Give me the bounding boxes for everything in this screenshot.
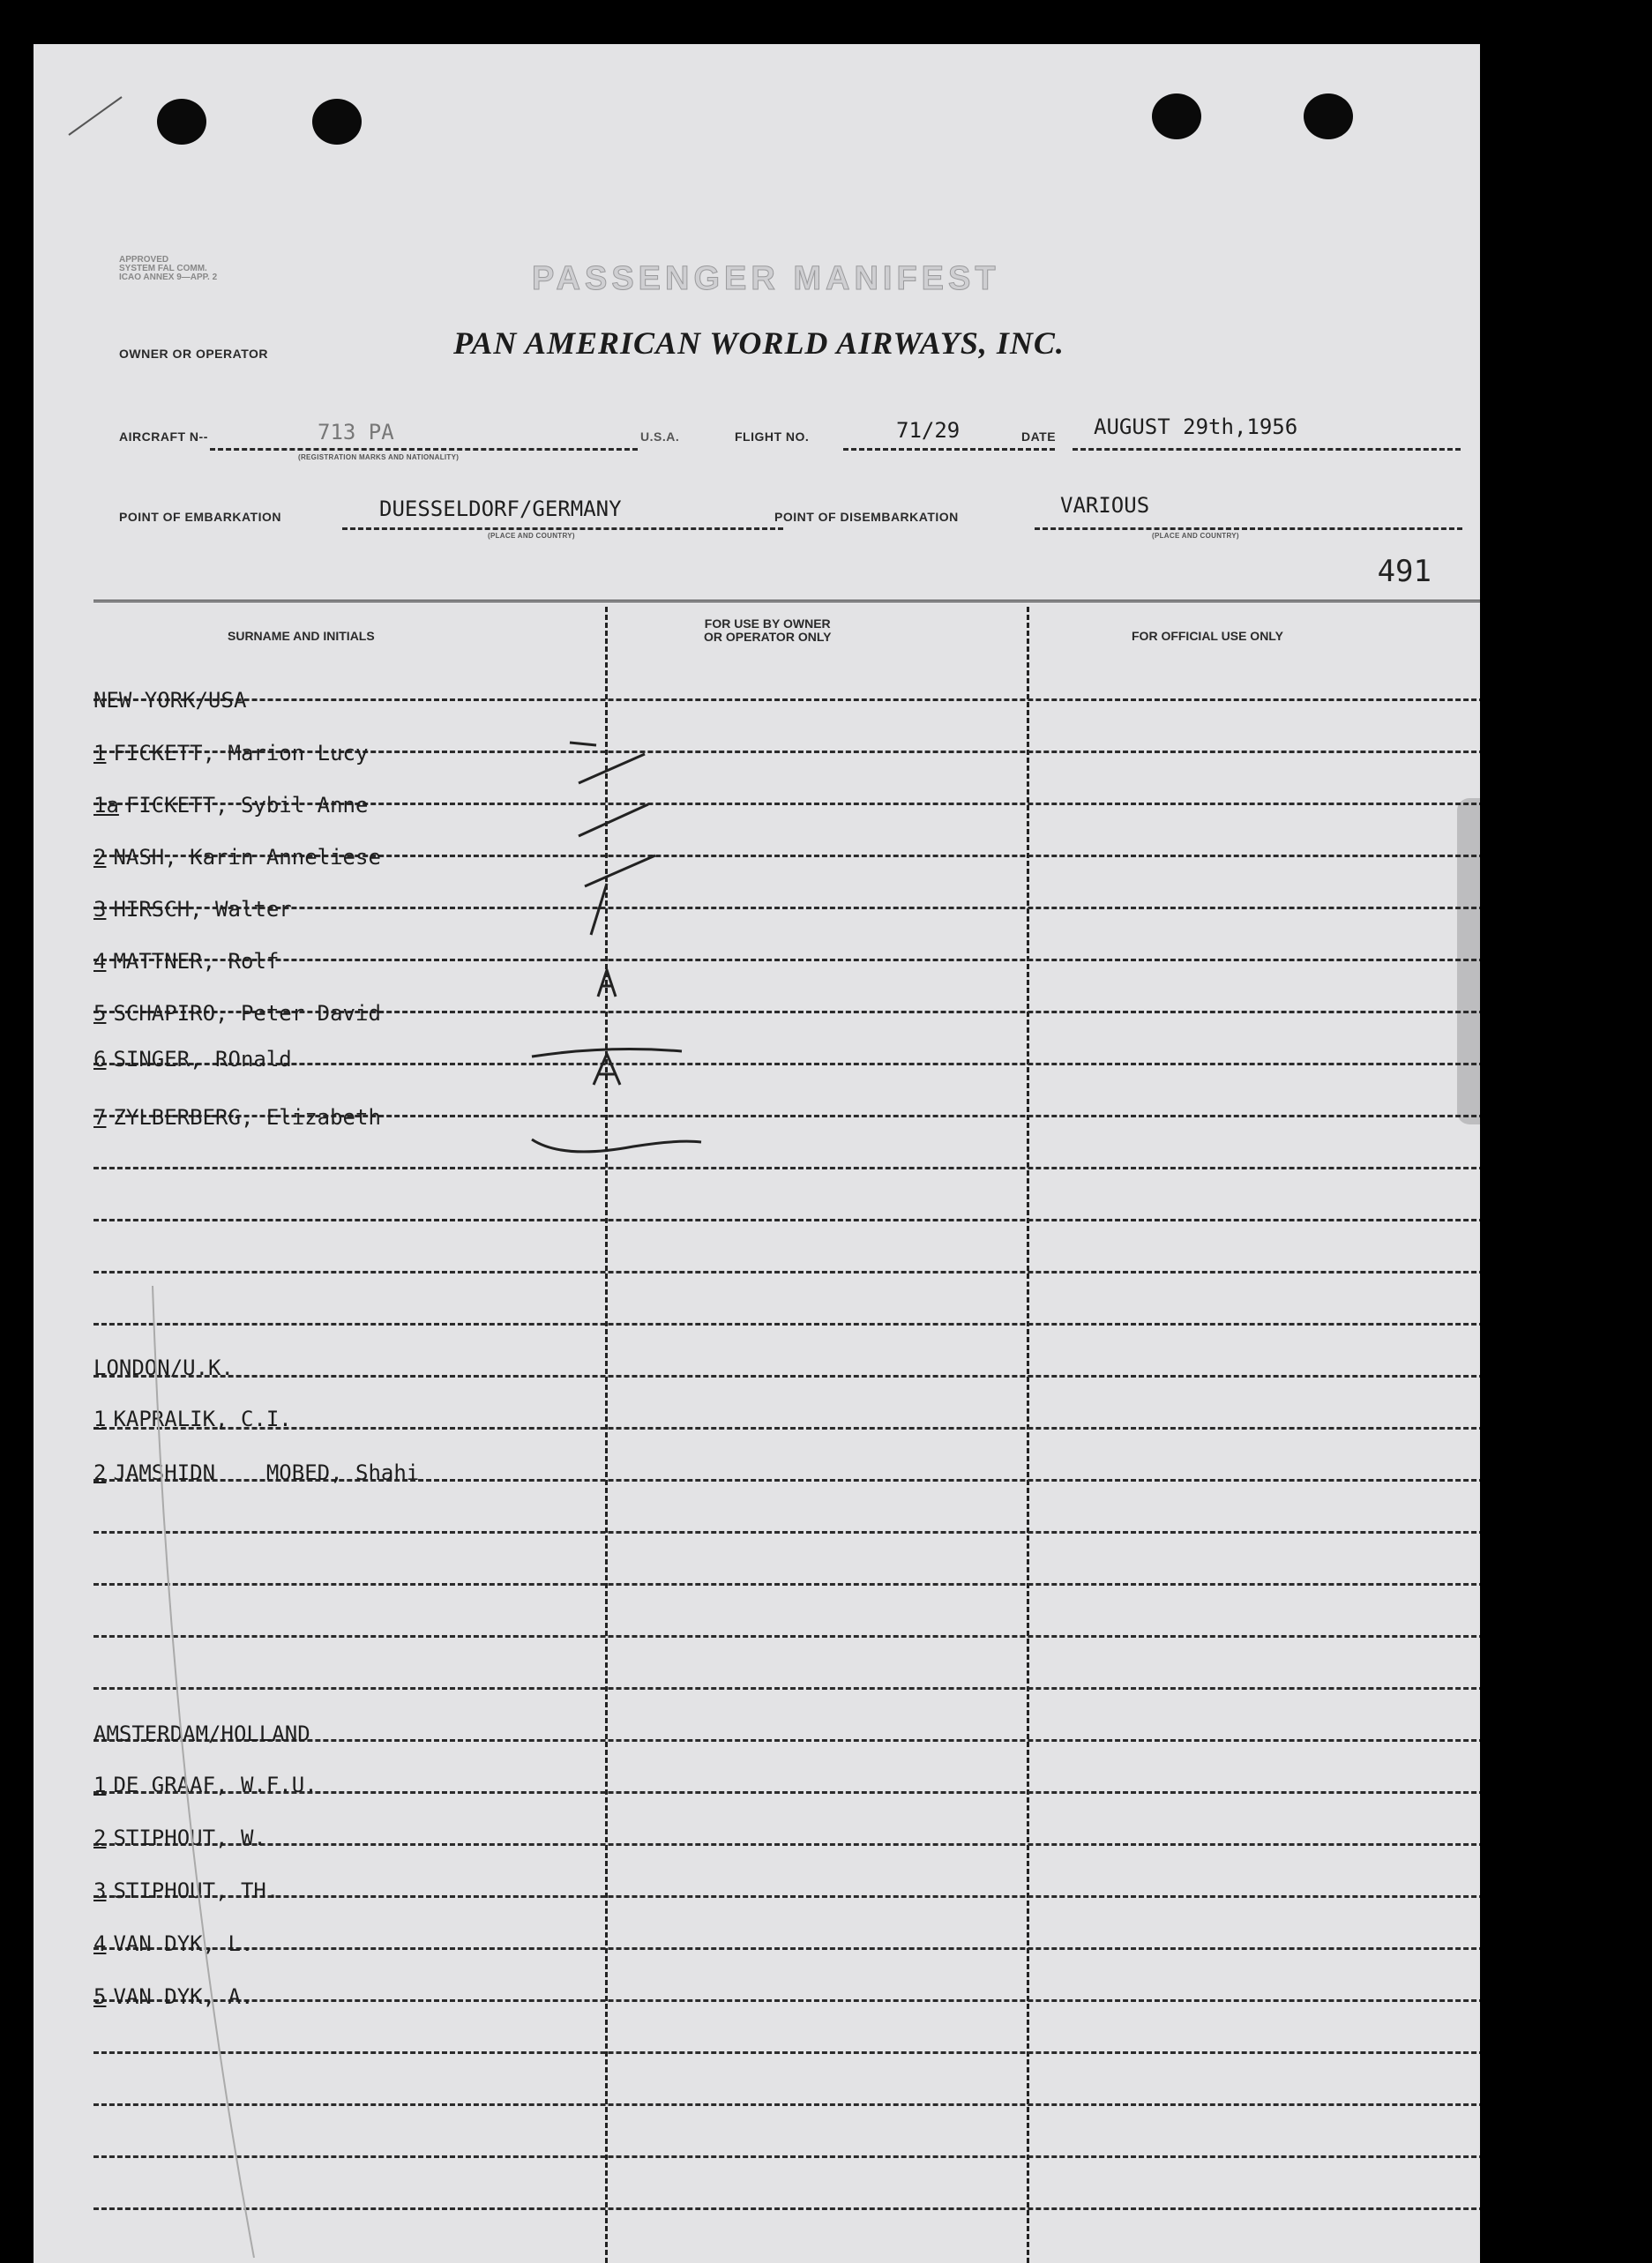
passenger-number: 5 bbox=[93, 1001, 107, 1026]
check-mark bbox=[579, 804, 648, 836]
disembarkation-caption: (PLACE AND COUNTRY) bbox=[1152, 532, 1239, 540]
passenger-name: SCHAPIRO, Peter David bbox=[113, 1001, 381, 1026]
column-header-line: OR OPERATOR ONLY bbox=[704, 630, 832, 644]
form-title: PASSENGER MANIFEST bbox=[532, 260, 1000, 297]
column-header-line: FOR USE BY OWNER bbox=[704, 616, 831, 631]
approval-line: APPROVED bbox=[119, 255, 169, 265]
passenger-number: 1 bbox=[93, 741, 107, 766]
approval-line: ICAO ANNEX 9—APP. 2 bbox=[119, 273, 218, 282]
check-mark bbox=[570, 743, 596, 745]
passenger-number: 4 bbox=[93, 949, 107, 974]
stray-pencil-line bbox=[153, 1286, 254, 2258]
usa-label: U.S.A. bbox=[640, 429, 680, 444]
passenger-number: 5 bbox=[93, 1984, 107, 2009]
flight-label: FLIGHT NO. bbox=[735, 429, 810, 444]
flight-value: 71/29 bbox=[896, 418, 961, 443]
passenger-number: 1 bbox=[93, 1773, 107, 1797]
letter-a-mark bbox=[594, 1054, 620, 1085]
passenger-name: JAMSHIDN MOBED, Shahi bbox=[113, 1460, 420, 1485]
disembarkation-value: VARIOUS bbox=[1060, 493, 1150, 518]
passenger-number: 4 bbox=[93, 1931, 107, 1956]
passenger-name: KAPRALIK, C.I. bbox=[113, 1407, 292, 1431]
check-mark bbox=[579, 754, 645, 783]
passenger-number: 7 bbox=[93, 1105, 107, 1130]
embarkation-label: POINT OF EMBARKATION bbox=[119, 510, 281, 524]
passenger-name: FICKETT, Marion Lucy bbox=[113, 741, 369, 766]
check-mark bbox=[591, 884, 607, 935]
handwritten-check-marks bbox=[34, 44, 1480, 2263]
passenger-name: STIPHOUT, W. bbox=[113, 1826, 266, 1850]
passenger-name: HIRSCH, Walter bbox=[113, 897, 292, 922]
passenger-name: VAN DYK, L. bbox=[113, 1931, 254, 1956]
approval-line: SYSTEM FAL COMM. bbox=[119, 264, 207, 273]
passenger-name: VAN DYK, A. bbox=[113, 1984, 254, 2009]
check-mark bbox=[585, 855, 655, 886]
letter-a-mark bbox=[598, 970, 616, 997]
passenger-name: DE GRAAF, W.F.U. bbox=[113, 1773, 318, 1797]
disembarkation-label: POINT OF DISEMBARKATION bbox=[774, 510, 959, 524]
embarkation-caption: (PLACE AND COUNTRY) bbox=[488, 532, 575, 540]
passenger-number: 6 bbox=[93, 1047, 107, 1072]
passenger-number: 1 bbox=[93, 1407, 107, 1431]
passenger-number: 3 bbox=[93, 897, 107, 922]
passenger-number: 2 bbox=[93, 1826, 107, 1850]
manifest-page bbox=[34, 44, 1480, 2263]
passenger-name: STIPHOUT, TH. bbox=[113, 1878, 280, 1903]
destination-heading: NEW YORK/USA bbox=[93, 688, 247, 713]
operator-name: PAN AMERICAN WORLD AIRWAYS, INC. bbox=[453, 325, 1065, 361]
stray-pencil-line bbox=[69, 97, 122, 135]
destination-heading: AMSTERDAM/HOLLAND bbox=[93, 1722, 310, 1746]
passenger-number: 3 bbox=[93, 1878, 107, 1903]
aircraft-label: AIRCRAFT N-- bbox=[119, 429, 208, 444]
column-header-official: FOR OFFICIAL USE ONLY bbox=[1132, 629, 1283, 643]
passenger-number: 2 bbox=[93, 845, 107, 870]
destination-heading: LONDON/U.K. bbox=[93, 1356, 234, 1380]
passenger-name: NASH, Karin Anneliese bbox=[113, 845, 381, 870]
passenger-name: SINGER, ROnald bbox=[113, 1047, 292, 1072]
passenger-name: ZYLBERBERG, Elizabeth bbox=[113, 1105, 381, 1130]
passenger-number: 1a bbox=[93, 793, 119, 818]
passenger-name: MATTNER, Rolf bbox=[113, 949, 280, 974]
dash-mark bbox=[532, 1139, 701, 1152]
embarkation-value: DUESSELDORF/GERMANY bbox=[379, 497, 622, 521]
aircraft-value: 713 PA bbox=[318, 420, 394, 444]
column-header-surname: SURNAME AND INITIALS bbox=[228, 629, 375, 643]
passenger-number: 2 bbox=[93, 1460, 107, 1485]
page-number: 491 bbox=[1377, 554, 1431, 589]
owner-label: OWNER OR OPERATOR bbox=[119, 347, 268, 361]
passenger-name: FICKETT, Sybil Anne bbox=[125, 793, 369, 818]
registration-caption: (REGISTRATION MARKS AND NATIONALITY) bbox=[298, 453, 460, 461]
date-value: AUGUST 29th,1956 bbox=[1094, 415, 1298, 439]
date-label: DATE bbox=[1021, 429, 1057, 444]
